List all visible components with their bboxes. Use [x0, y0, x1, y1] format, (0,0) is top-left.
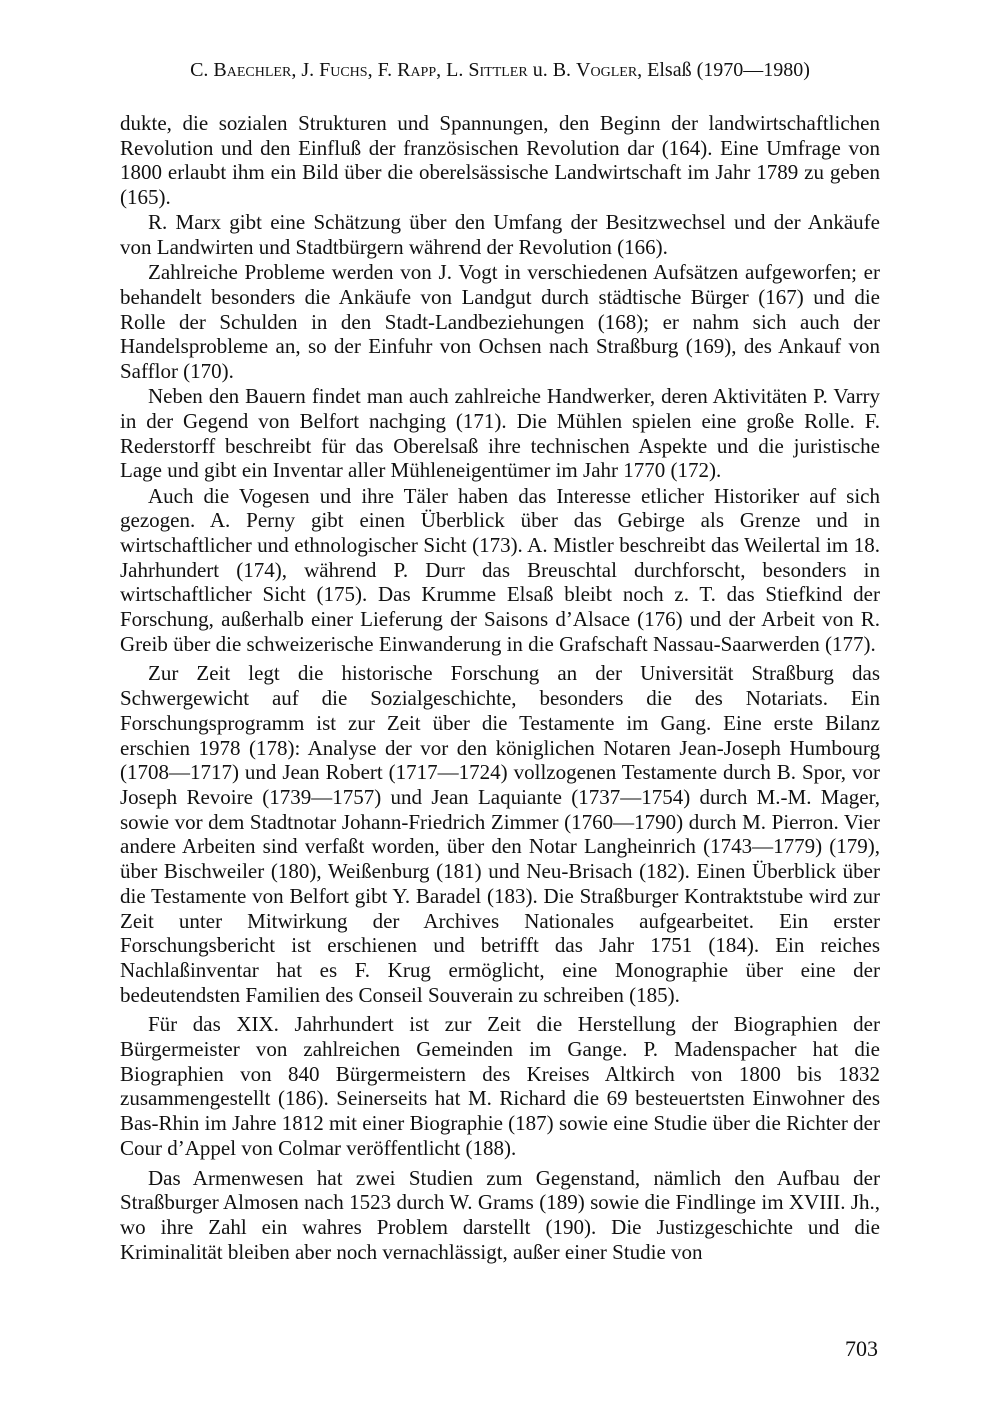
body-text: [120, 111, 880, 1264]
paragraph: Neben den Bauern findet man auch zahlreiche Handwerker, deren Aktivitäten P. Varry in der Gegend von Belfort nachging (171). Die Mühlen spielen eine große Rolle. F. Rederstorff beschreibt für das Oberelsaß ihre technischen Aspekte und die juristische Lage und gibt ein Inventar aller Mühleneigentümer im Jahr 1770 (172).: [120, 384, 880, 483]
author-name: Sittler: [468, 59, 528, 81]
author-separator: , L.: [436, 59, 469, 81]
paragraph: Auch die Vogesen und ihre Täler haben das Interesse etlicher Historiker auf sich gezogen. A. Perny gibt einen Überblick über das Gebirge als Grenze und in wirtschaftlicher und ethnologischer Sicht (173). A. Mistler beschreibt das Weilertal im 18. Jahrhundert (174), während P. Durr das Breuschtal durchforscht, besonders in wirtschaftlicher Sicht (175). Das Krumme Elsaß bleibt noch z. T. das Stiefkind der Forschung, außerhalb einer Lieferung der Saisons d’Alsace (176) und der Arbeit von R. Greib über die schweizerische Einwanderung in die Grafschaft Nassau-Saarwerden (177).: [120, 483, 880, 656]
author-separator: u. B.: [527, 59, 577, 81]
author-separator: , J.: [291, 59, 320, 81]
page-number: 703: [845, 1336, 878, 1361]
author-name: Fuchs: [319, 59, 368, 81]
paragraph: R. Marx gibt eine Schätzung über den Umfang der Besitzwechsel und der Ankäufe von Landwirten und Stadtbürgern während der Revolution (166).: [120, 210, 880, 260]
author-name: Vogler: [576, 59, 638, 81]
running-head: [0, 58, 1000, 82]
author-name: Baechler: [213, 59, 292, 81]
paragraph: Das Armenwesen hat zwei Studien zum Gegenstand, nämlich den Aufbau der Straßburger Almosen nach 1523 durch W. Grams (189) sowie die Findlinge im XVIII. Jh., wo ihre Zahl ein wahres Problem darstellt (190). Die Justizgeschichte und die Kriminalität bleiben aber noch vernachlässigt, außer einer Studie von: [120, 1165, 880, 1264]
running-head-title: , Elsaß (1970—1980): [637, 59, 810, 81]
paragraph: Zahlreiche Probleme werden von J. Vogt in verschiedenen Aufsätzen aufgeworfen; er behandelt besonders die Ankäufe von Landgut durch städtische Bürger (167) und die Rolle der Schulden in den Stadt-Landbeziehungen (168); er nahm sich auch der Handelsprobleme an, so der Einfuhr von Ochsen nach Straßburg (169), des Ankauf von Safflor (170).: [120, 260, 880, 384]
running-head-prefix: C.: [190, 59, 214, 81]
paragraph: Zur Zeit legt die historische Forschung an der Universität Straßburg das Schwergewicht auf die Sozialgeschichte, besonders die des Notariats. Ein Forschungsprogramm ist zur Zeit über die Testamente im Gang. Eine erste Bilanz erschien 1978 (178): Analyse der vor den königlichen Notaren Jean-Joseph Humbourg (1708—1717) und Jean Robert (1717—1724) vollzogenen Testamente durch B. Spor, vor Joseph Revoire (1739—1757) und Jean Laquiante (1737—1754) durch M.-M. Mager, sowie vor dem Stadtnotar Johann-Friedrich Zimmer (1760—1790) durch M. Pierron. Vier andere Arbeiten sind verfaßt worden, über den Notar Langheinrich (1743—1779) (179), über Bischweiler (180), Weißenburg (181) und Neu-Brisach (182). Einen Überblick über die Testamente von Belfort gibt Y. Baradel (183). Die Straßburger Kontraktstube wird zur Zeit unter Mitwirkung der Archives Nationales aufgearbeitet. Ein erster Forschungsbericht ist erschienen und betrifft das Jahr 1751 (184). Ein reiches Nachlaßinventar hat es F. Krug ermöglicht, eine Monographie über eine der bedeutendsten Familien des Conseil Souverain zu schreiben (185).: [120, 661, 880, 1007]
author-separator: , F.: [367, 59, 398, 81]
paragraph: Für das XIX. Jahrhundert ist zur Zeit die Herstellung der Biographien der Bürgermeister von zahlreichen Gemeinden im Gange. P. Madenspacher hat die Biographien von 840 Bürgermeistern des Kreises Altkirch von 1800 bis 1832 zusammengestellt (186). Seinerseits hat M. Richard die 69 besteuertsten Einwohner des Bas-Rhin im Jahre 1812 mit einer Biographie (187) sowie eine Studie über die Richter der Cour d’Appel von Colmar veröffentlicht (188).: [120, 1012, 880, 1160]
author-name: Rapp: [397, 59, 437, 81]
paragraph: dukte, die sozialen Strukturen und Spannungen, den Beginn der landwirtschaftlichen Revolution und den Einfluß der französischen Revolution dar (164). Eine Umfrage von 1800 erlaubt ihm ein Bild über die oberelsässische Landwirtschaft im Jahr 1789 zu geben (165).: [120, 111, 880, 210]
